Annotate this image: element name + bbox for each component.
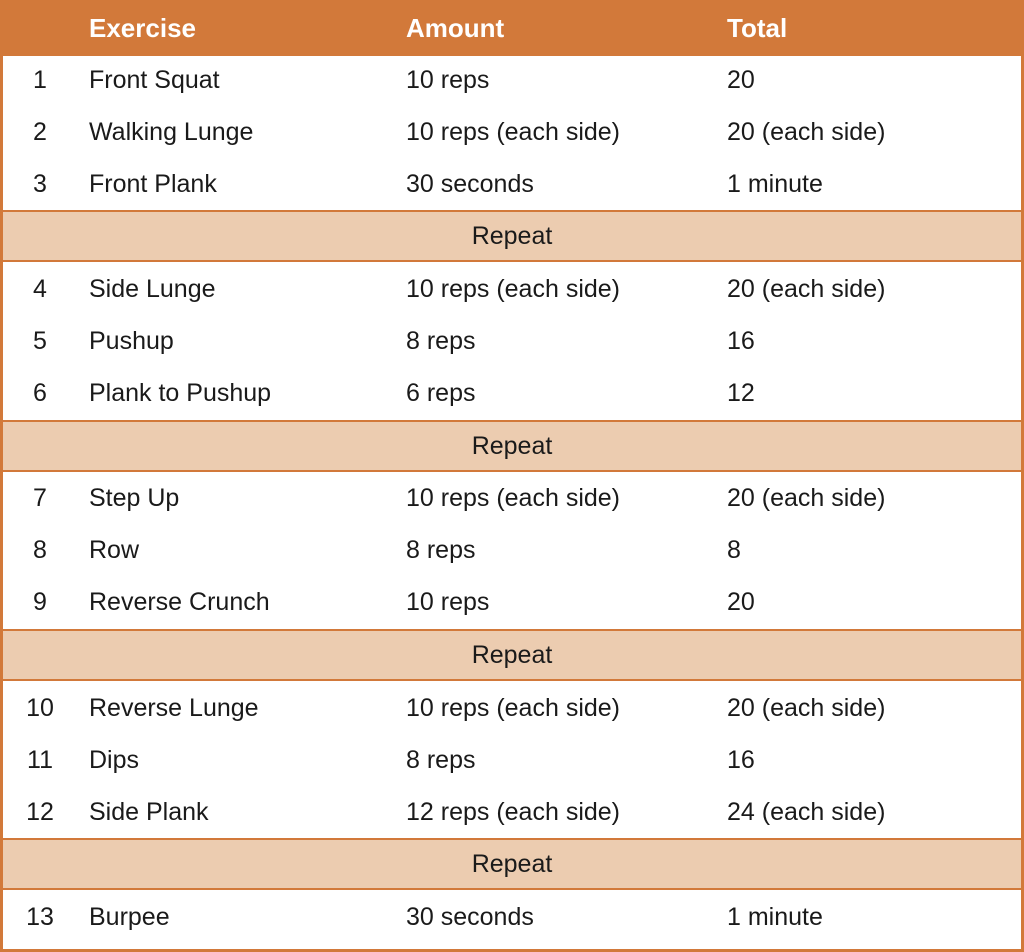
header-amount: Amount — [406, 13, 505, 43]
row-amount: 10 reps — [406, 588, 490, 616]
table-row — [3, 891, 1021, 943]
row-exercise: Burpee — [89, 903, 170, 931]
row-number: 10 — [26, 694, 54, 722]
row-total: 16 — [727, 327, 755, 355]
row-total: 20 (each side) — [727, 118, 886, 146]
table-header — [3, 0, 1021, 56]
row-exercise: Front Squat — [89, 66, 220, 94]
table-row — [3, 682, 1021, 734]
repeat-divider: Repeat — [3, 838, 1021, 890]
repeat-divider: Repeat — [3, 210, 1021, 262]
row-number: 7 — [33, 484, 47, 512]
table-row — [3, 158, 1021, 210]
row-number: 1 — [33, 66, 47, 94]
table-row — [3, 472, 1021, 524]
row-amount: 10 reps (each side) — [406, 118, 621, 146]
row-total: 20 (each side) — [727, 694, 886, 722]
row-exercise: Front Plank — [89, 170, 217, 198]
row-amount: 30 seconds — [406, 903, 534, 931]
table-row — [3, 54, 1021, 106]
row-amount: 12 reps (each side) — [406, 798, 621, 826]
table-row — [3, 367, 1021, 419]
row-exercise: Step Up — [89, 484, 180, 512]
row-total: 20 (each side) — [727, 484, 886, 512]
row-exercise: Side Plank — [89, 798, 209, 826]
row-number: 13 — [26, 903, 54, 931]
row-total: 1 minute — [727, 903, 823, 931]
row-number: 3 — [33, 170, 47, 198]
row-amount: 10 reps (each side) — [406, 275, 621, 303]
row-exercise: Plank to Pushup — [89, 379, 272, 407]
row-amount: 10 reps (each side) — [406, 694, 621, 722]
row-total: 20 — [727, 66, 755, 94]
repeat-divider: Repeat — [3, 420, 1021, 472]
row-number: 8 — [33, 536, 47, 564]
row-total: 8 — [727, 536, 741, 564]
row-total: 24 (each side) — [727, 798, 886, 826]
row-exercise: Pushup — [89, 327, 174, 355]
header-exercise: Exercise — [89, 13, 196, 43]
row-total: 20 — [727, 588, 755, 616]
row-total: 16 — [727, 746, 755, 774]
row-number: 4 — [33, 275, 47, 303]
row-total: 20 (each side) — [727, 275, 886, 303]
row-total: 12 — [727, 379, 755, 407]
table-row — [3, 106, 1021, 158]
row-exercise: Row — [89, 536, 140, 564]
row-number: 6 — [33, 379, 47, 407]
repeat-divider: Repeat — [3, 629, 1021, 681]
row-amount: 8 reps — [406, 536, 476, 564]
row-amount: 8 reps — [406, 327, 476, 355]
row-amount: 10 reps — [406, 66, 490, 94]
header-total: Total — [727, 13, 788, 43]
table-row — [3, 263, 1021, 315]
row-exercise: Dips — [89, 746, 140, 774]
row-amount: 10 reps (each side) — [406, 484, 621, 512]
table-row — [3, 576, 1021, 628]
row-amount: 8 reps — [406, 746, 476, 774]
row-exercise: Reverse Crunch — [89, 588, 270, 616]
row-exercise: Walking Lunge — [89, 118, 254, 146]
row-number: 12 — [26, 798, 54, 826]
row-exercise: Side Lunge — [89, 275, 216, 303]
row-exercise: Reverse Lunge — [89, 694, 259, 722]
table-row — [3, 315, 1021, 367]
row-number: 11 — [27, 746, 53, 774]
row-amount: 6 reps — [406, 379, 476, 407]
row-number: 5 — [33, 327, 47, 355]
row-amount: 30 seconds — [406, 170, 534, 198]
row-number: 9 — [33, 588, 47, 616]
table-row — [3, 524, 1021, 576]
row-number: 2 — [33, 118, 47, 146]
table-row — [3, 786, 1021, 838]
row-total: 1 minute — [727, 170, 823, 198]
table-row — [3, 734, 1021, 786]
